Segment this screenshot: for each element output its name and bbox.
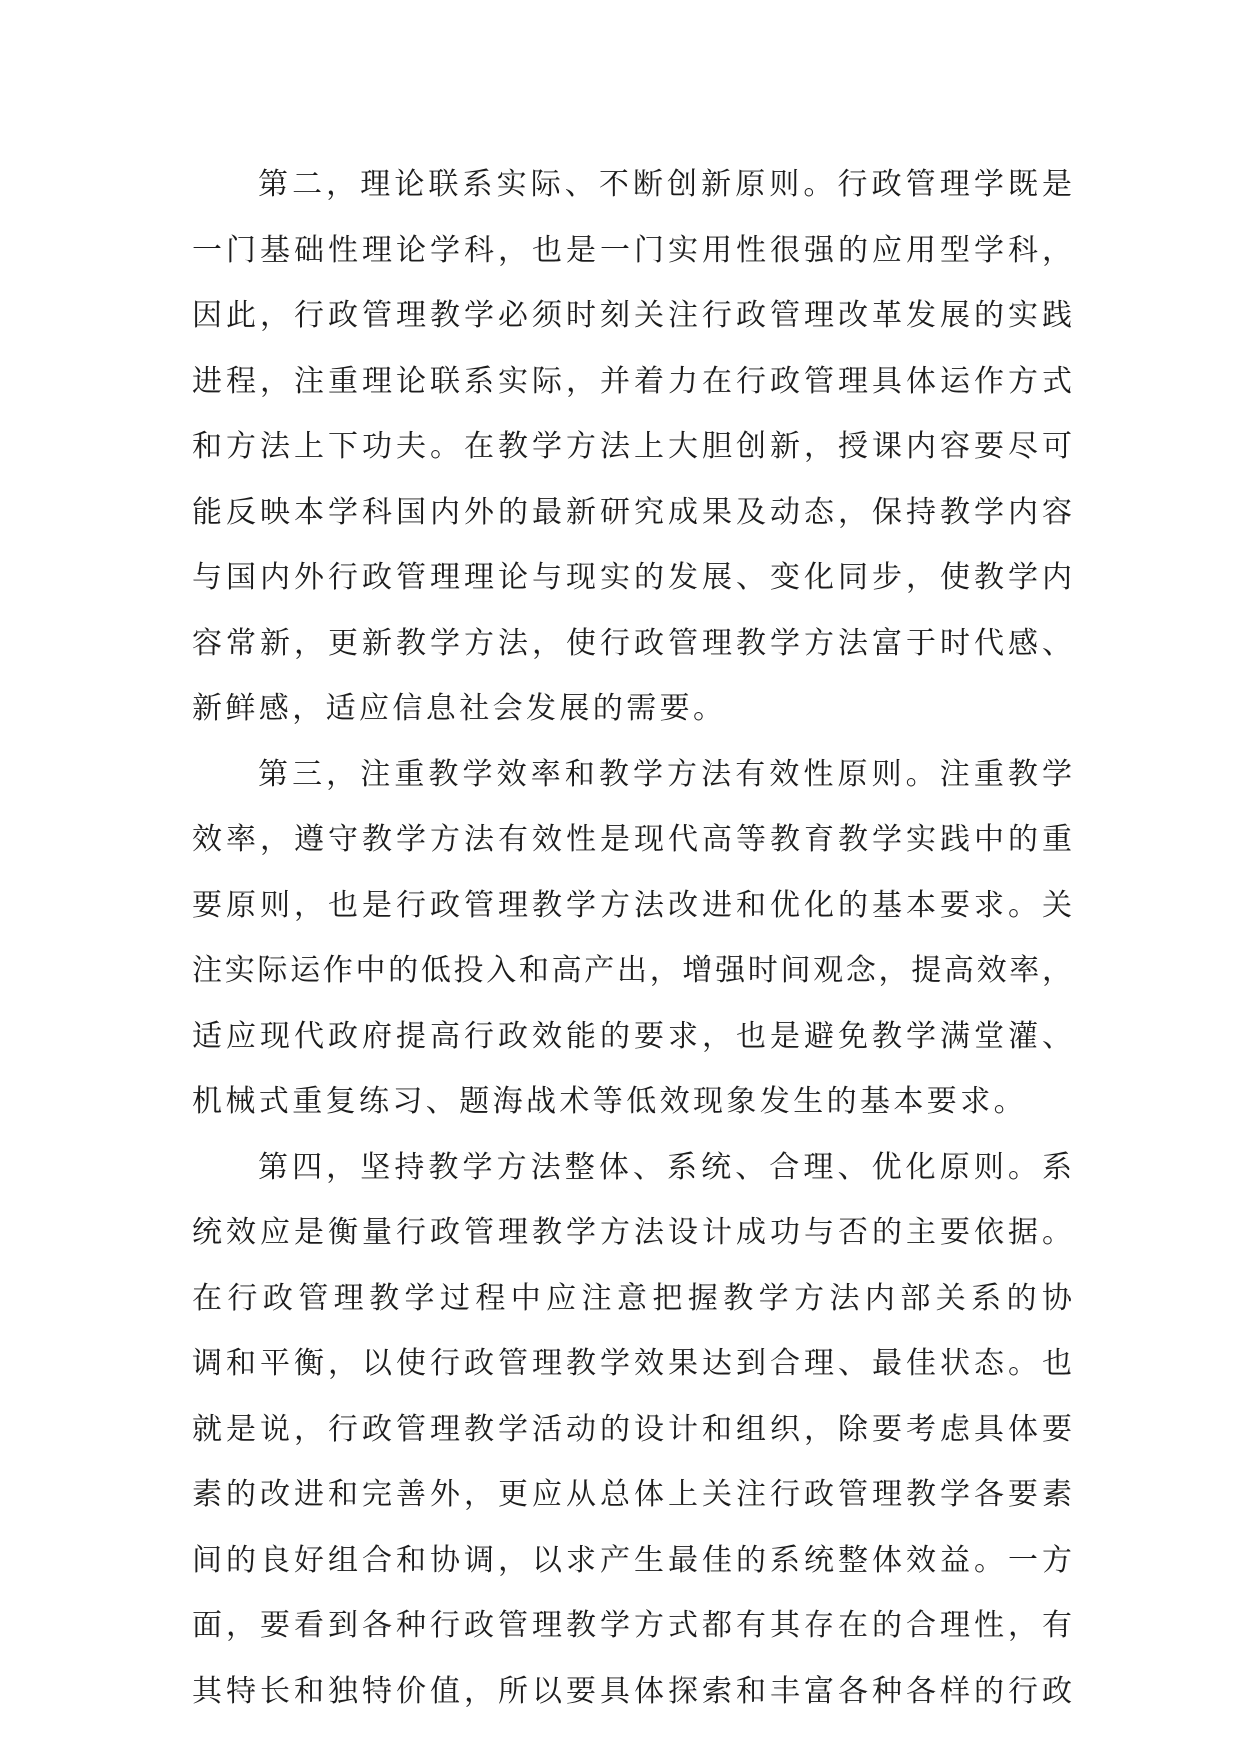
text-line: 间的良好组合和协调，以求产生最佳的系统整体效益。一方 — [192, 1542, 1072, 1578]
text-line: 因此，行政管理教学必须时刻关注行政管理改革发展的实践 — [192, 298, 1072, 333]
text-line: 面，要看到各种行政管理教学方式都有其存在的合理性，有 — [192, 1608, 1072, 1643]
text-line: 调和平衡，以使行政管理教学效果达到合理、最佳状态。也 — [192, 1346, 1072, 1381]
paragraph-principle-4 — [192, 1135, 1072, 1725]
document-body — [192, 152, 1072, 1724]
text-line: 能反映本学科国内外的最新研究成果及动态，保持教学内容 — [192, 494, 1072, 530]
paragraph-principle-3 — [192, 742, 1072, 1135]
text-line: 要原则，也是行政管理教学方法改进和优化的基本要求。关 — [192, 887, 1072, 923]
text-line: 第四，坚持教学方法整体、系统、合理、优化原则。系 — [258, 1149, 1072, 1185]
text-line: 适应现代政府提高行政效能的要求，也是避免教学满堂灌、 — [192, 1018, 1072, 1054]
text-line: 与国内外行政管理理论与现实的发展、变化同步，使教学内 — [192, 560, 1072, 595]
text-line: 效率，遵守教学方法有效性是现代高等教育教学实践中的重 — [192, 822, 1072, 857]
paragraph-principle-2 — [192, 152, 1072, 742]
text-line: 在行政管理教学过程中应注意把握教学方法内部关系的协 — [192, 1280, 1072, 1316]
text-line: 第二，理论联系实际、不断创新原则。行政管理学既是 — [258, 167, 1072, 202]
text-line: 新鲜感，适应信息社会发展的需要。 — [192, 691, 727, 726]
text-line: 机械式重复练习、题海战术等低效现象发生的基本要求。 — [192, 1084, 1027, 1119]
text-line: 其特长和独特价值，所以要具体探索和丰富各种各样的行政 — [192, 1673, 1072, 1709]
text-line: 注实际运作中的低投入和高产出，增强时间观念，提高效率， — [192, 953, 1072, 988]
text-line: 素的改进和完善外，更应从总体上关注行政管理教学各要素 — [192, 1477, 1072, 1512]
text-line: 第三，注重教学效率和教学方法有效性原则。注重教学 — [258, 756, 1072, 792]
text-line: 统效应是衡量行政管理教学方法设计成功与否的主要依据。 — [192, 1215, 1072, 1250]
text-line: 和方法上下功夫。在教学方法上大胆创新，授课内容要尽可 — [192, 429, 1072, 464]
text-line: 容常新，更新教学方法，使行政管理教学方法富于时代感、 — [192, 625, 1072, 661]
text-line: 一门基础性理论学科，也是一门实用性很强的应用型学科， — [192, 232, 1072, 268]
text-line: 进程，注重理论联系实际，并着力在行政管理具体运作方式 — [192, 363, 1072, 399]
text-line: 就是说，行政管理教学活动的设计和组织，除要考虑具体要 — [192, 1411, 1072, 1447]
